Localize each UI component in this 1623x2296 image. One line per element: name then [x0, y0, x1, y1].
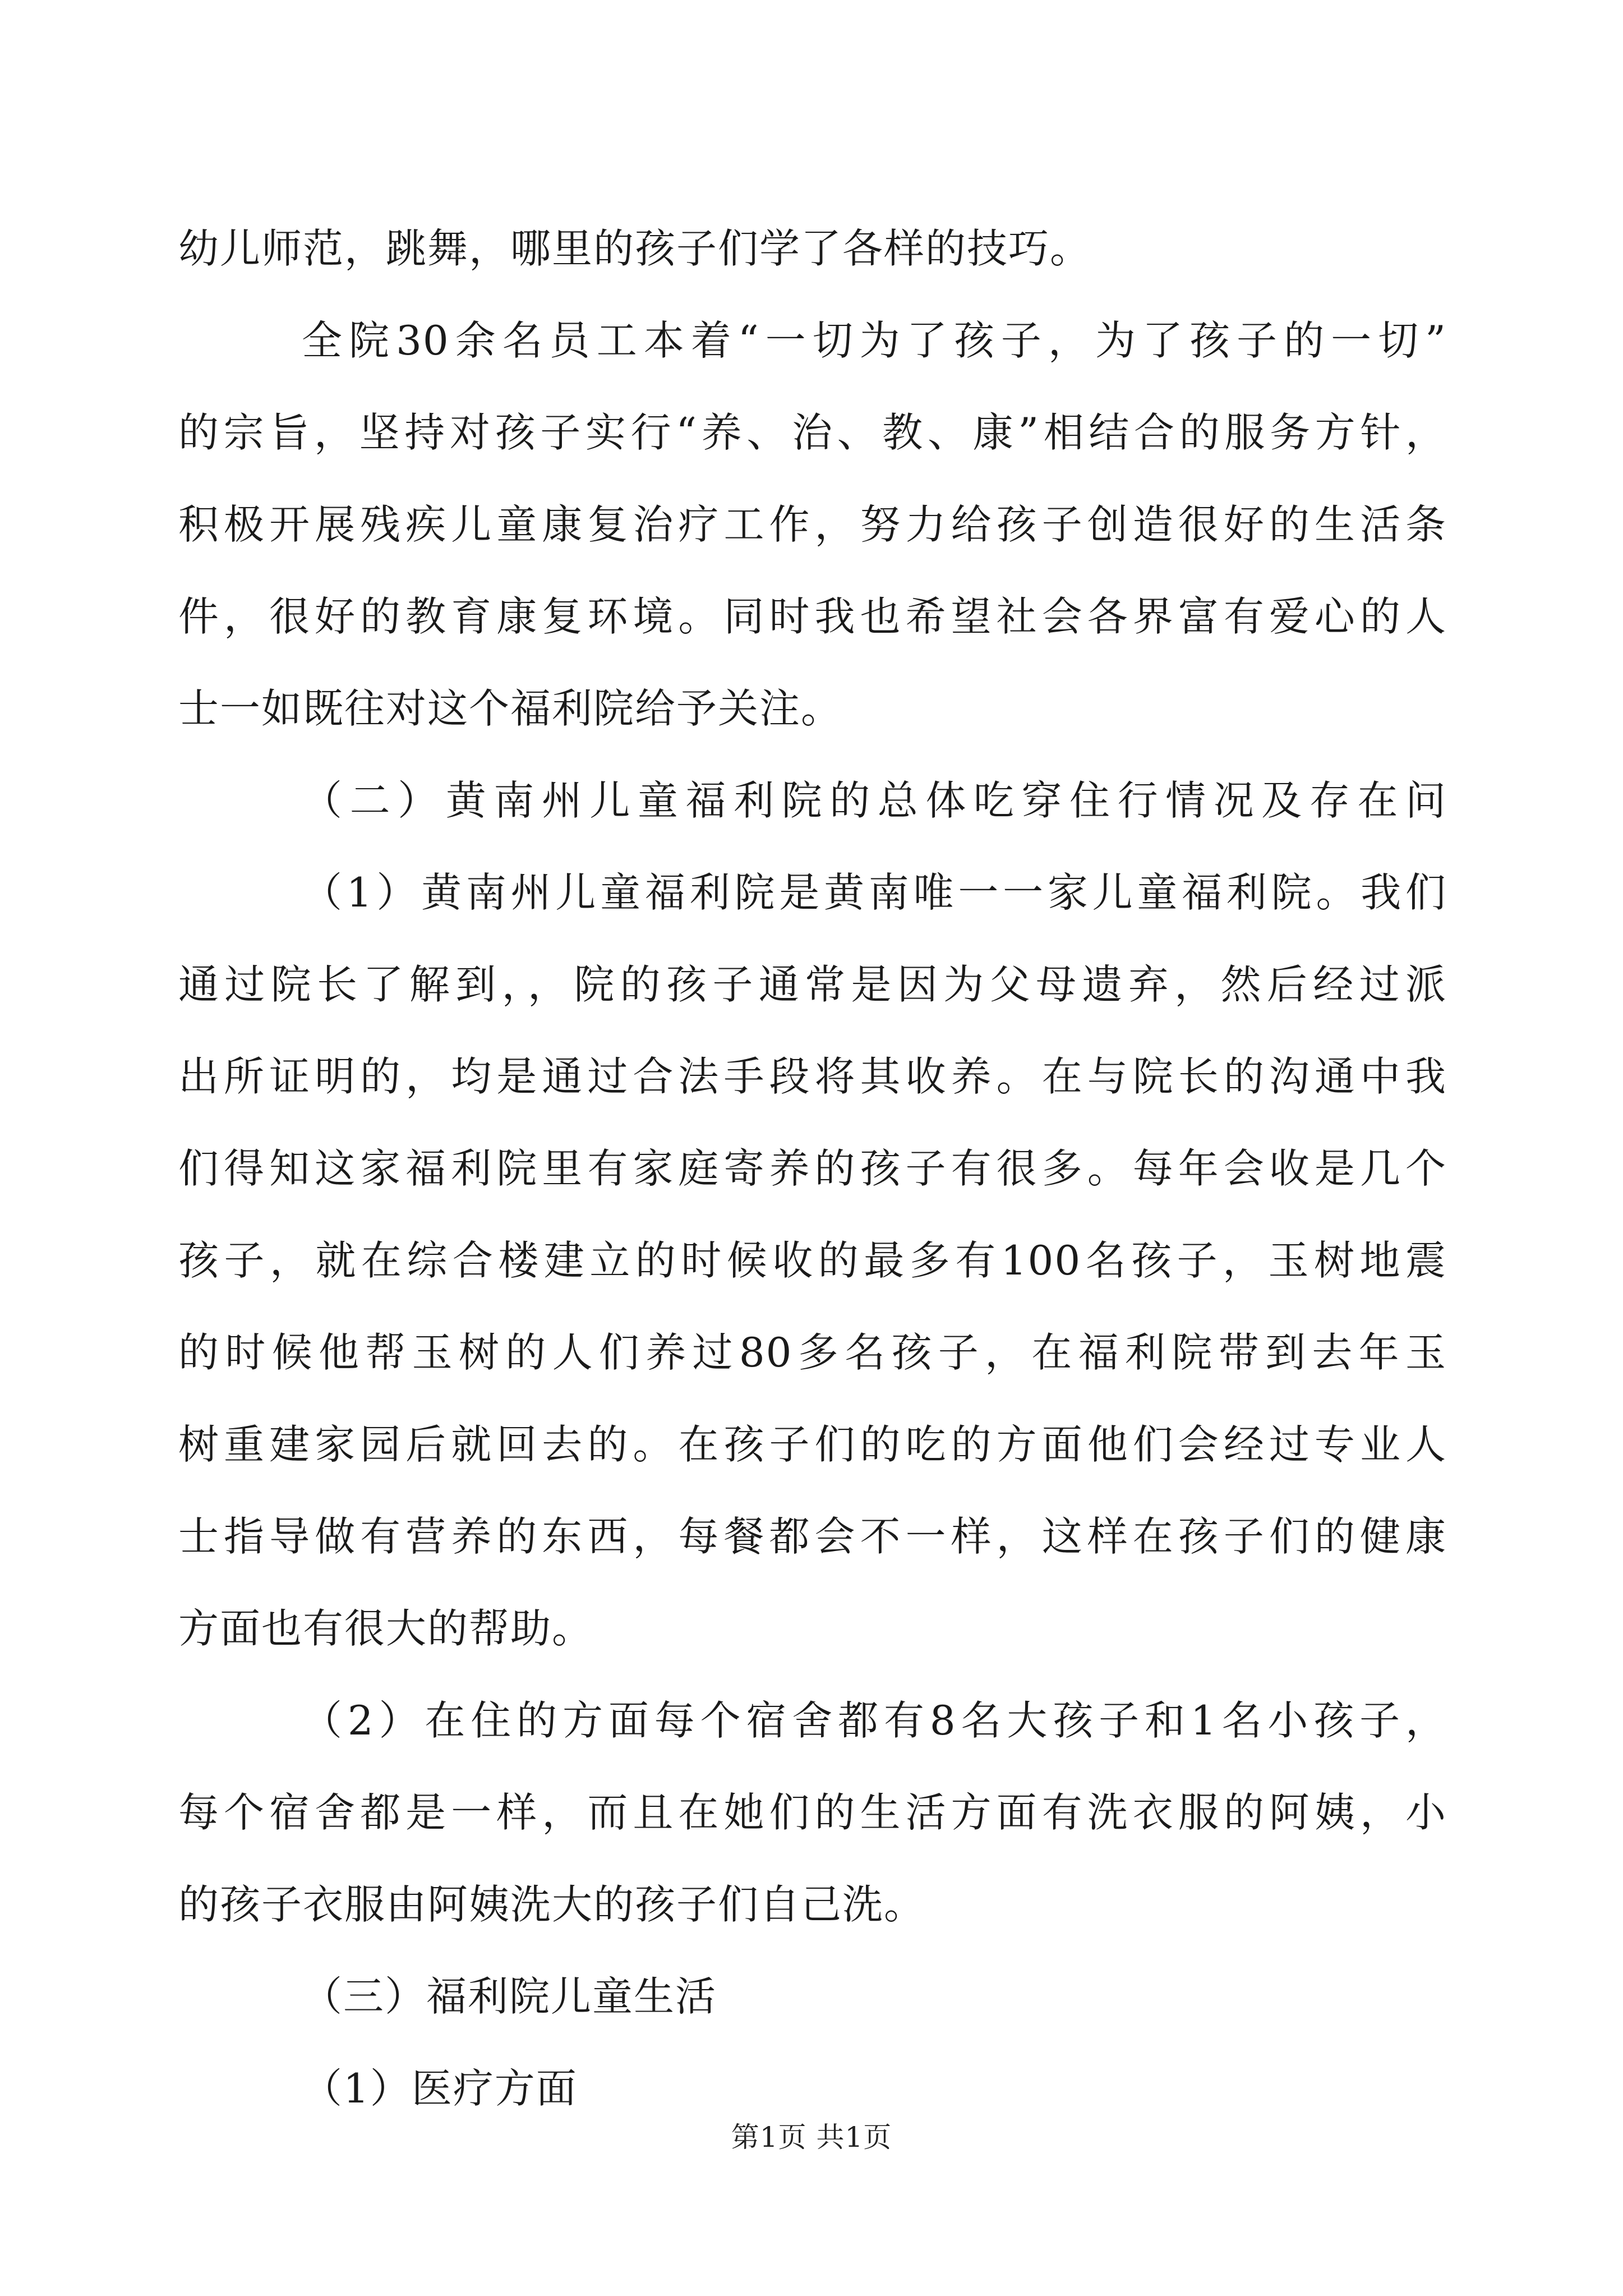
text-line-8: （1）黄南州儿童福利院是黄南唯一一家儿童福利院。我们	[302, 869, 1447, 916]
text-line-2: 全院30余名员工本着“一切为了孩子，为了孩子的一切”	[302, 317, 1447, 364]
text-line-11: 们得知这家福利院里有家庭寄养的孩子有很多。每年会收是几个	[178, 1145, 1447, 1192]
text-line-10: 出所证明的，均是通过合法手段将其收养。在与院长的沟通中我	[178, 1053, 1447, 1100]
text-line-15: 士指导做有营养的东西，每餐都会不一样，这样在孩子们的健康	[178, 1513, 1447, 1560]
document-body	[178, 203, 1447, 2134]
text-line-1: 幼儿师范，跳舞，哪里的孩子们学了各样的技巧。	[178, 225, 1092, 272]
subsection-heading-medical: （1）医疗方面	[302, 2065, 578, 2112]
text-line-17: （2）在住的方面每个宿舍都有8名大孩子和1名小孩子，	[302, 1697, 1447, 1744]
text-line-5: 件，很好的教育康复环境。同时我也希望社会各界富有爱心的人	[178, 593, 1447, 640]
text-line-14: 树重建家园后就回去的。在孩子们的吃的方面他们会经过专业人	[178, 1421, 1447, 1468]
section-heading-2: （二）黄南州儿童福利院的总体吃穿住行情况及存在问	[302, 777, 1447, 824]
text-line-9: 通过院长了解到，，院的孩子通常是因为父母遗弃，然后经过派	[178, 961, 1447, 1008]
text-line-3: 的宗旨，坚持对孩子实行“养、治、教、康”相结合的服务方针，	[178, 409, 1447, 456]
text-line-13: 的时候他帮玉树的人们养过80多名孩子，在福利院带到去年玉	[178, 1329, 1447, 1376]
text-line-6: 士一如既往对这个福利院给予关注。	[178, 685, 843, 732]
text-line-18: 每个宿舍都是一样，而且在她们的生活方面有洗衣服的阿姨，小	[178, 1789, 1447, 1836]
text-line-16: 方面也有很大的帮助。	[178, 1605, 594, 1652]
page-number-footer: 第1页 共1页	[731, 2121, 892, 2154]
text-line-19: 的孩子衣服由阿姨洗大的孩子们自己洗。	[178, 1881, 926, 1928]
text-line-4: 积极开展残疾儿童康复治疗工作，努力给孩子创造很好的生活条	[178, 501, 1447, 548]
text-line-12: 孩子，就在综合楼建立的时候收的最多有100名孩子，玉树地震	[178, 1237, 1447, 1284]
section-heading-3: （三）福利院儿童生活	[302, 1973, 717, 2020]
